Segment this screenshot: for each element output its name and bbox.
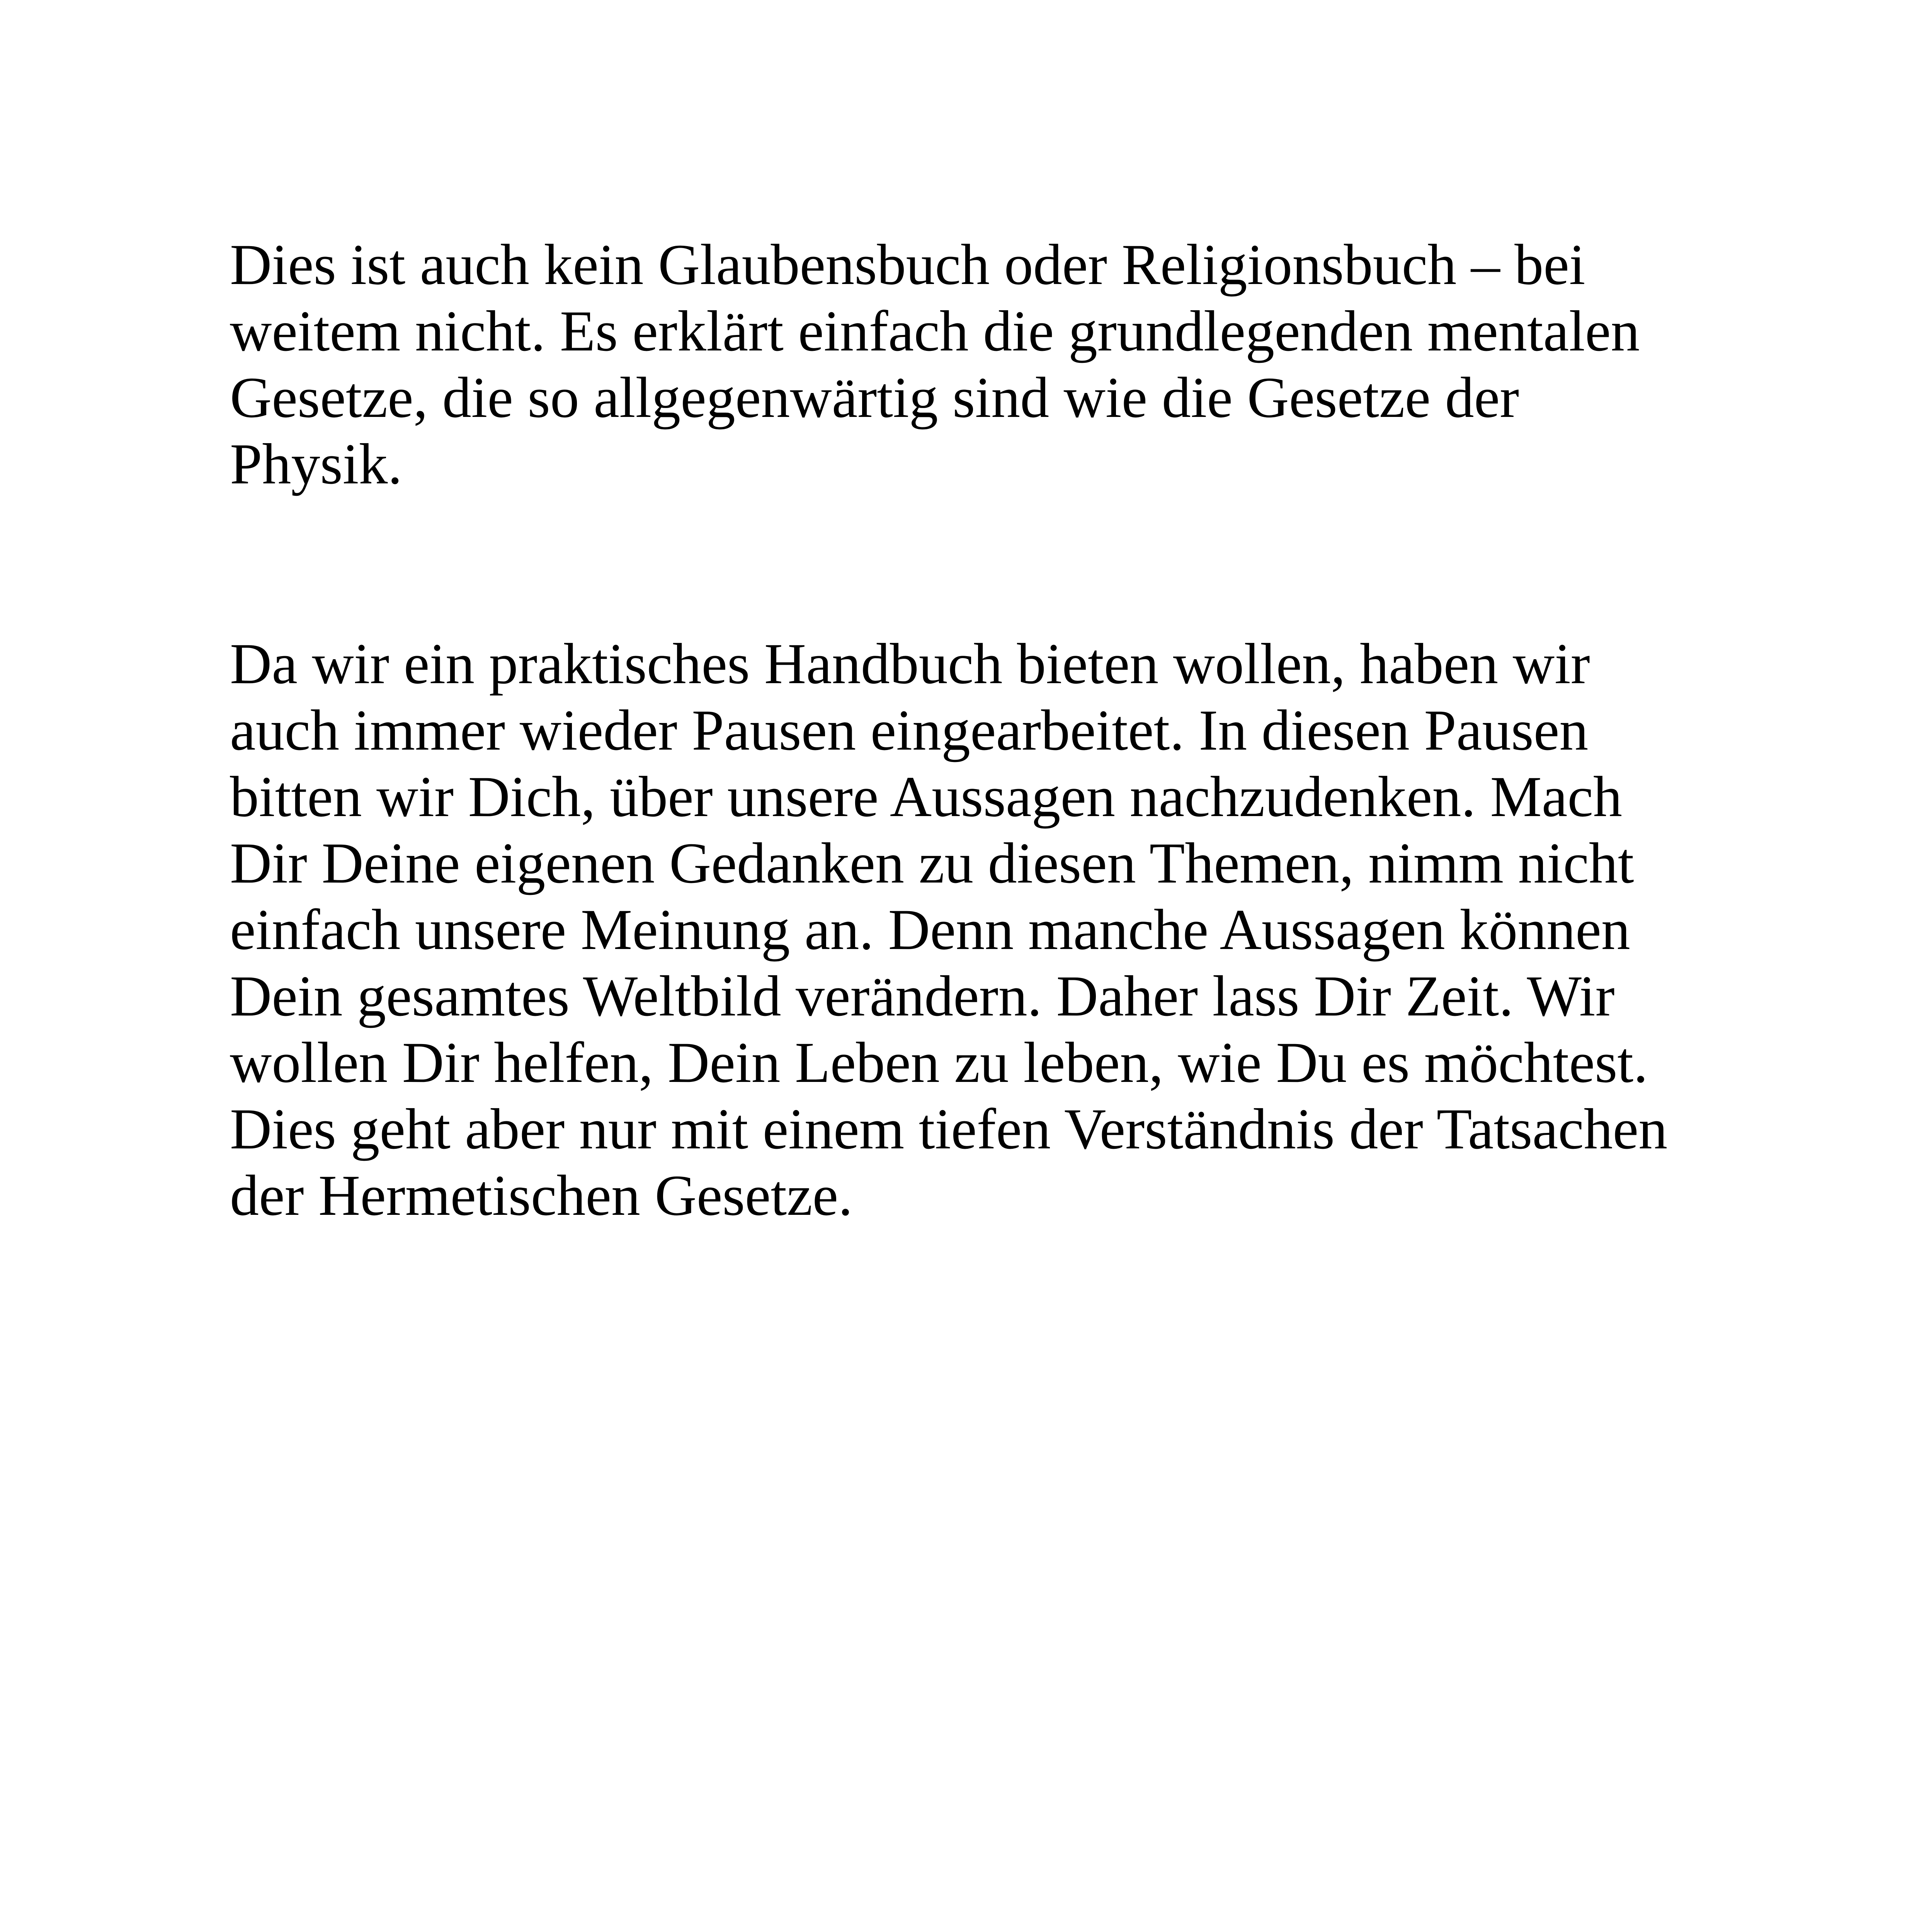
text-line: einfach unsere Meinung an. Denn manche Aussagen können [230,898,1630,962]
text-line: auch immer wieder Pausen eingearbeitet. In diesen Pausen [230,698,1589,762]
text-line: Dein gesamtes Weltbild verändern. Daher lass Dir Zeit. Wir [230,964,1615,1028]
text-line: Physik. [230,432,402,496]
body-paragraph-2 [230,631,1737,1229]
text-line: Dies geht aber nur mit einem tiefen Verständnis der Tatsachen [230,1097,1668,1161]
text-line: weitem nicht. Es erklärt einfach die grundlegenden mentalen [230,299,1640,363]
text-line: Gesetze, die so allgegenwärtig sind wie die Gesetze der [230,366,1519,430]
text-line: Dir Deine eigenen Gedanken zu diesen Themen, nimm nicht [230,831,1634,895]
text-line: Dies ist auch kein Glaubensbuch oder Religionsbuch – bei [230,233,1585,297]
text-line: wollen Dir helfen, Dein Leben zu leben, wie Du es möchtest. [230,1031,1648,1095]
text-line: bitten wir Dich, über unsere Aussagen nachzudenken. Mach [230,765,1623,829]
text-line: Da wir ein praktisches Handbuch bieten wollen, haben wir [230,632,1590,696]
text-line: der Hermetischen Gesetze. [230,1163,853,1228]
body-paragraph-1 [230,231,1737,497]
